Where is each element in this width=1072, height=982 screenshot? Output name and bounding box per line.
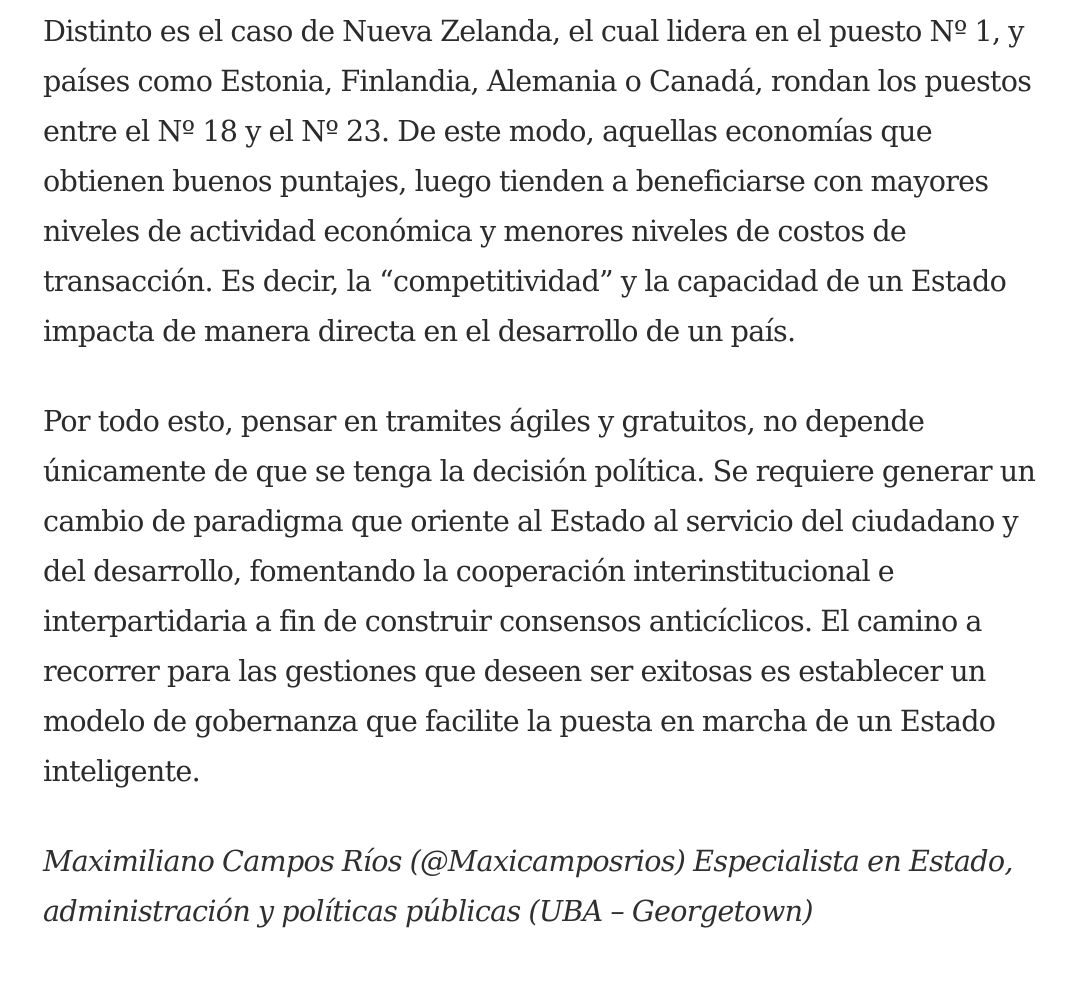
- article-body: [43, 6, 1053, 936]
- author-signature: Maximiliano Campos Ríos (@Maxicamposrios) Especialista en Estado, administración y políticas públicas (UBA – Georgetown): [43, 844, 1013, 928]
- paragraph-agile-procedures: Por todo esto, pensar en tramites ágiles y gratuitos, no depende únicamente de que se tenga la decisión política. Se requiere generar un cambio de paradigma que oriente al Estado al servicio del ciudadano y del desarrollo, fomentando la cooperación interinstitucional e interpartidaria a fin de construir consensos anticíclicos. El camino a recorrer para las gestiones que deseen ser exitosas es establecer un modelo de gobernanza que facilite la puesta en marcha de un Estado inteligente.: [43, 404, 1036, 788]
- paragraph-new-zealand-ranking: Distinto es el caso de Nueva Zelanda, el cual lidera en el puesto Nº 1, y países como Estonia, Finlandia, Alemania o Canadá, rondan los puestos entre el Nº 18 y el Nº 23. De este modo, aquellas economías que obtienen buenos puntajes, luego tienden a beneficiarse con mayores niveles de actividad económica y menores niveles de costos de transacción. Es decir, la “competitividad” y la capacidad de un Estado impacta de manera directa en el desarrollo de un país.: [43, 14, 1032, 348]
